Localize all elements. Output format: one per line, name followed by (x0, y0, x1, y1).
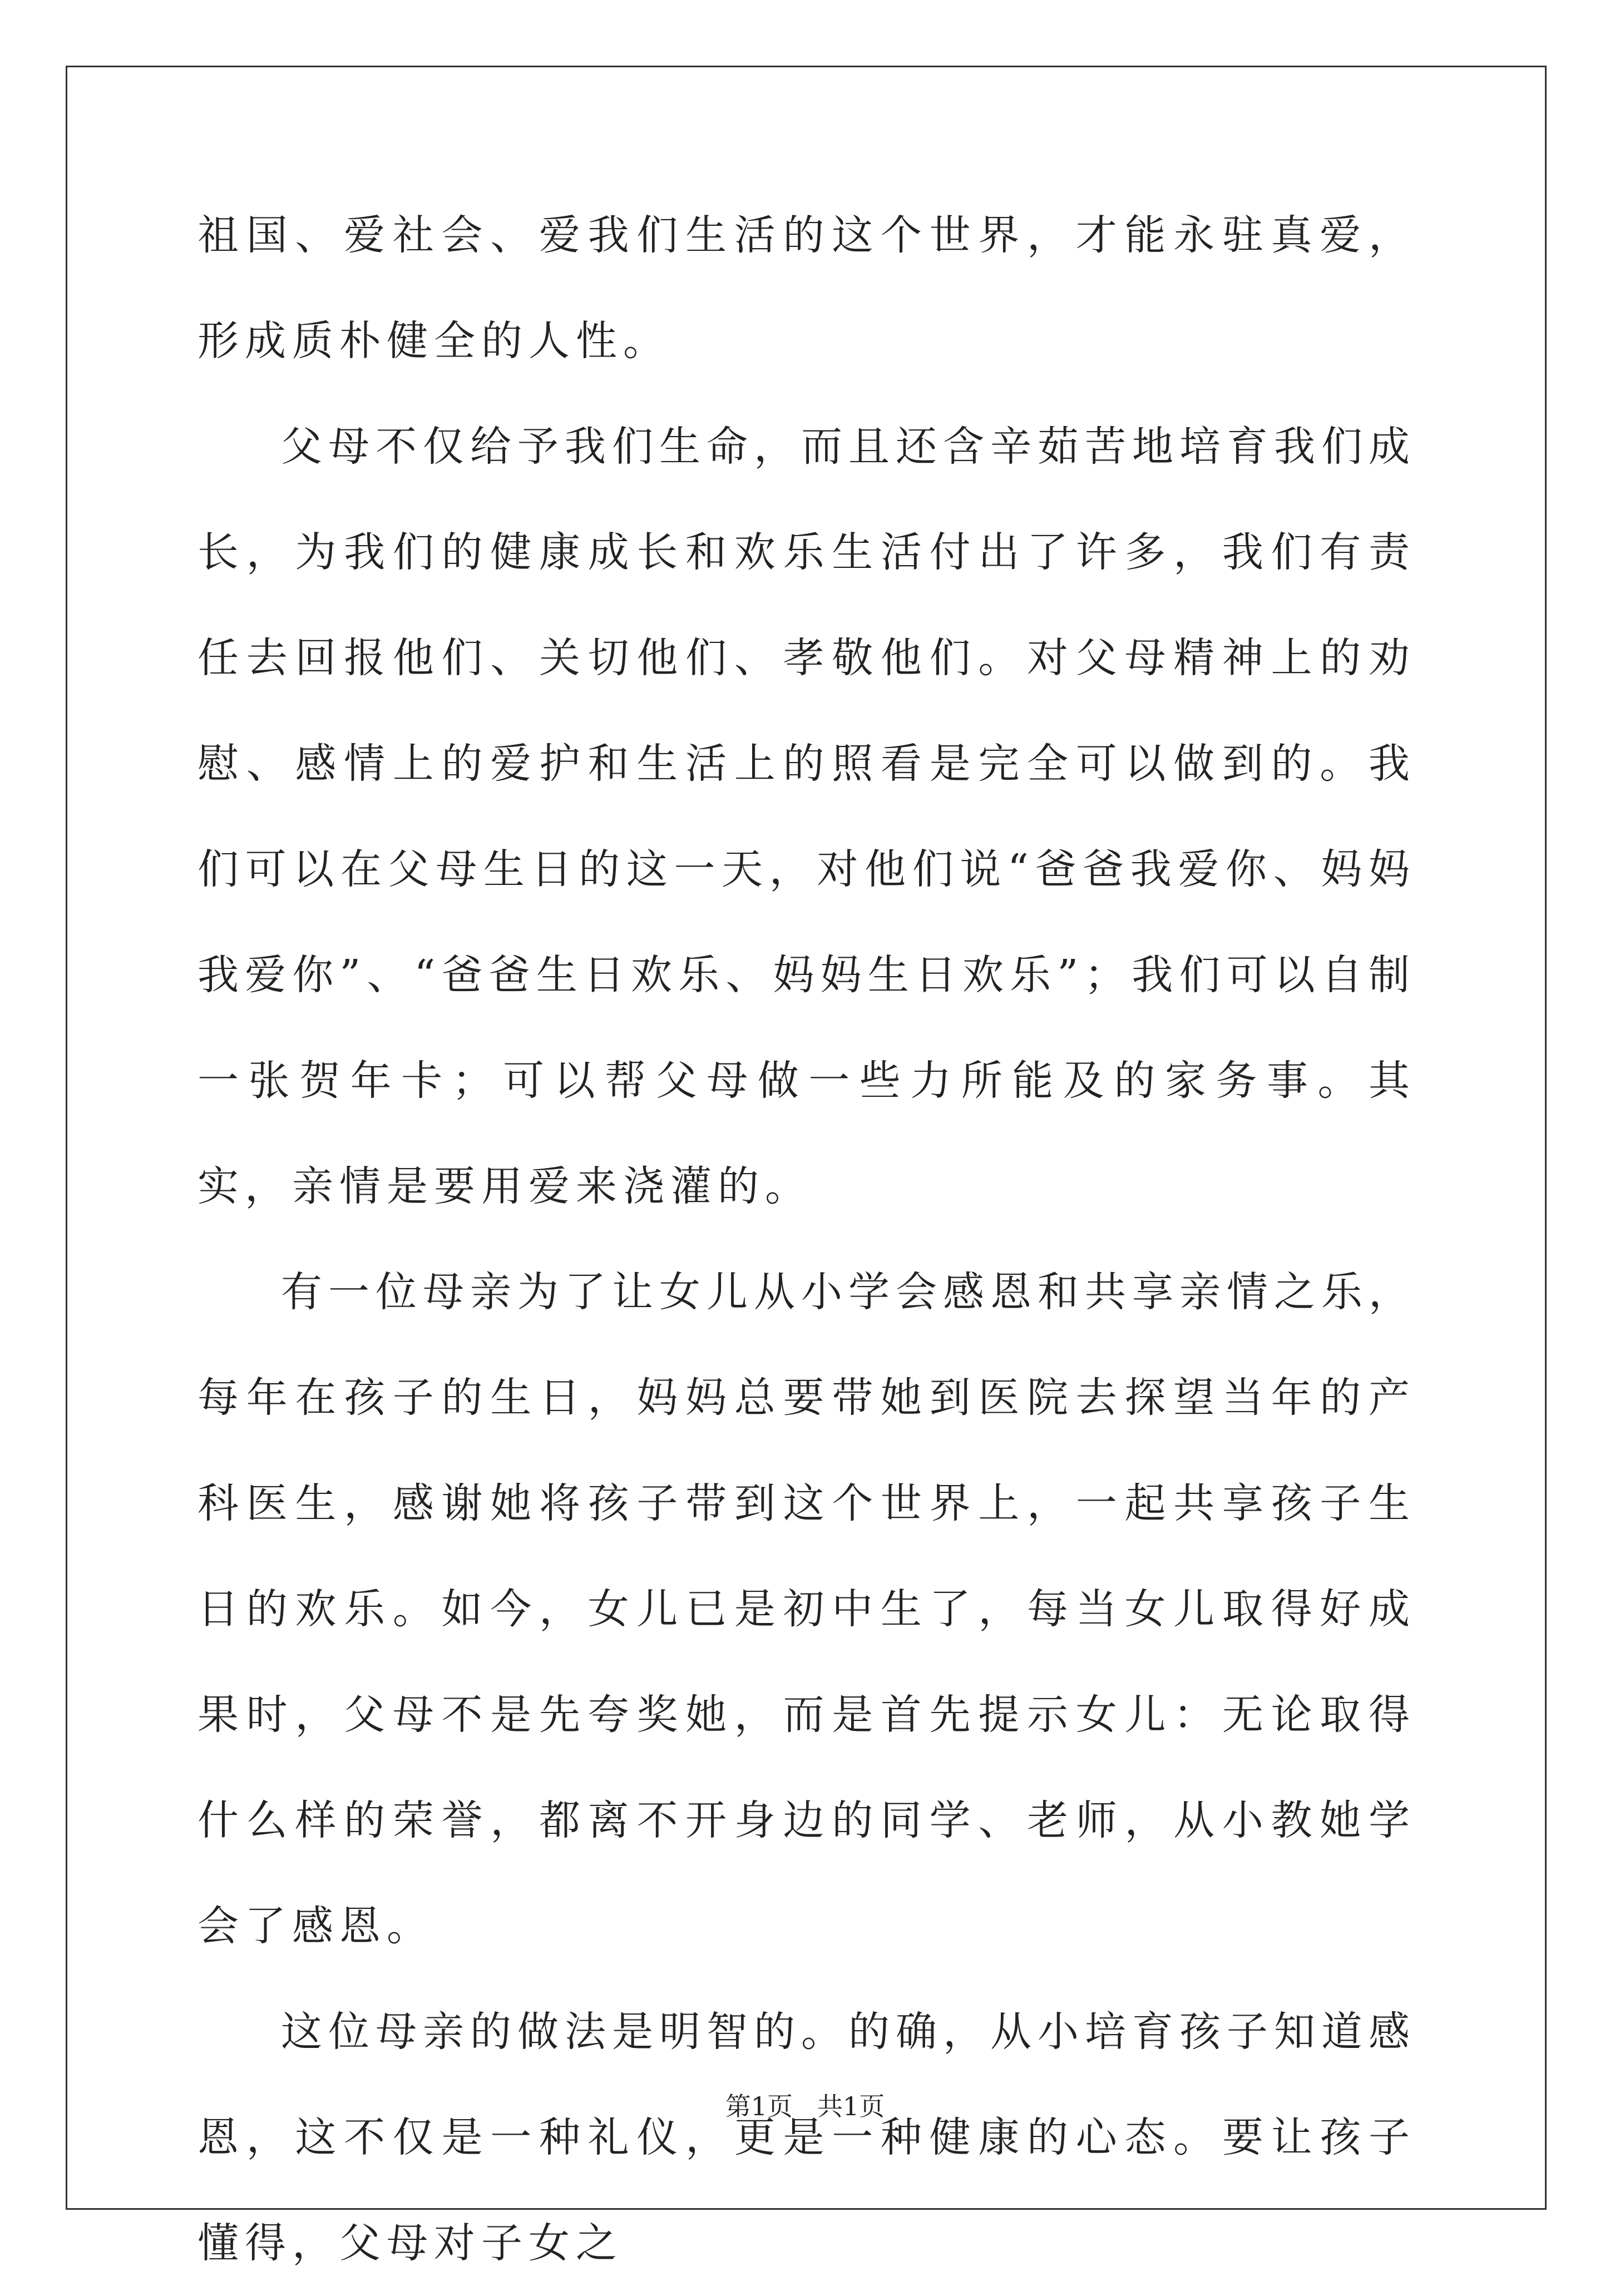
paragraph-3: 有一位母亲为了让女儿从小学会感恩和共享亲情之乐，每年在孩子的生日，妈妈总要带她到医院去探望当年的产科医生，感谢她将孩子带到这个世界上，一起共享孩子生日的欢乐。如今，女儿已是初中生了，每当女儿取得好成果时，父母不是先夸奖她，而是首先提示女儿：无论取得什么样的荣誉，都离不开身边的同学、老师，从小教她学会了感恩。 (197, 1268, 1416, 1950)
paragraph-4: 这位母亲的做法是明智的。的确，从小培育孩子知道感恩，这不仅是一种礼仪，更是一种健康的心态。要让孩子懂得，父母对子女之 (197, 2008, 1416, 2267)
page-number: 第1页 (725, 2091, 793, 2121)
paragraph-1: 祖国、爱社会、爱我们生活的这个世界，才能永驻真爱，形成质朴健全的人性。 (197, 211, 1416, 365)
document-body (197, 182, 1416, 2296)
paragraph-2: 父母不仅给予我们生命，而且还含辛茹苦地培育我们成长，为我们的健康成长和欢乐生活付出了许多，我们有责任去回报他们、关切他们、孝敬他们。对父母精神上的劝慰、感情上的爱护和生活上的照看是完全可以做到的。我们可以在父母生日的这一天，对他们说“爸爸我爱你、妈妈我爱你”、“爸爸生日欢乐、妈妈生日欢乐”；我们可以自制一张贺年卡；可以帮父母做一些力所能及的家务事。其实，亲情是要用爱来浇灌的。 (197, 423, 1416, 1210)
page-total: 共1页 (817, 2091, 885, 2121)
page-footer (0, 2090, 1610, 2123)
